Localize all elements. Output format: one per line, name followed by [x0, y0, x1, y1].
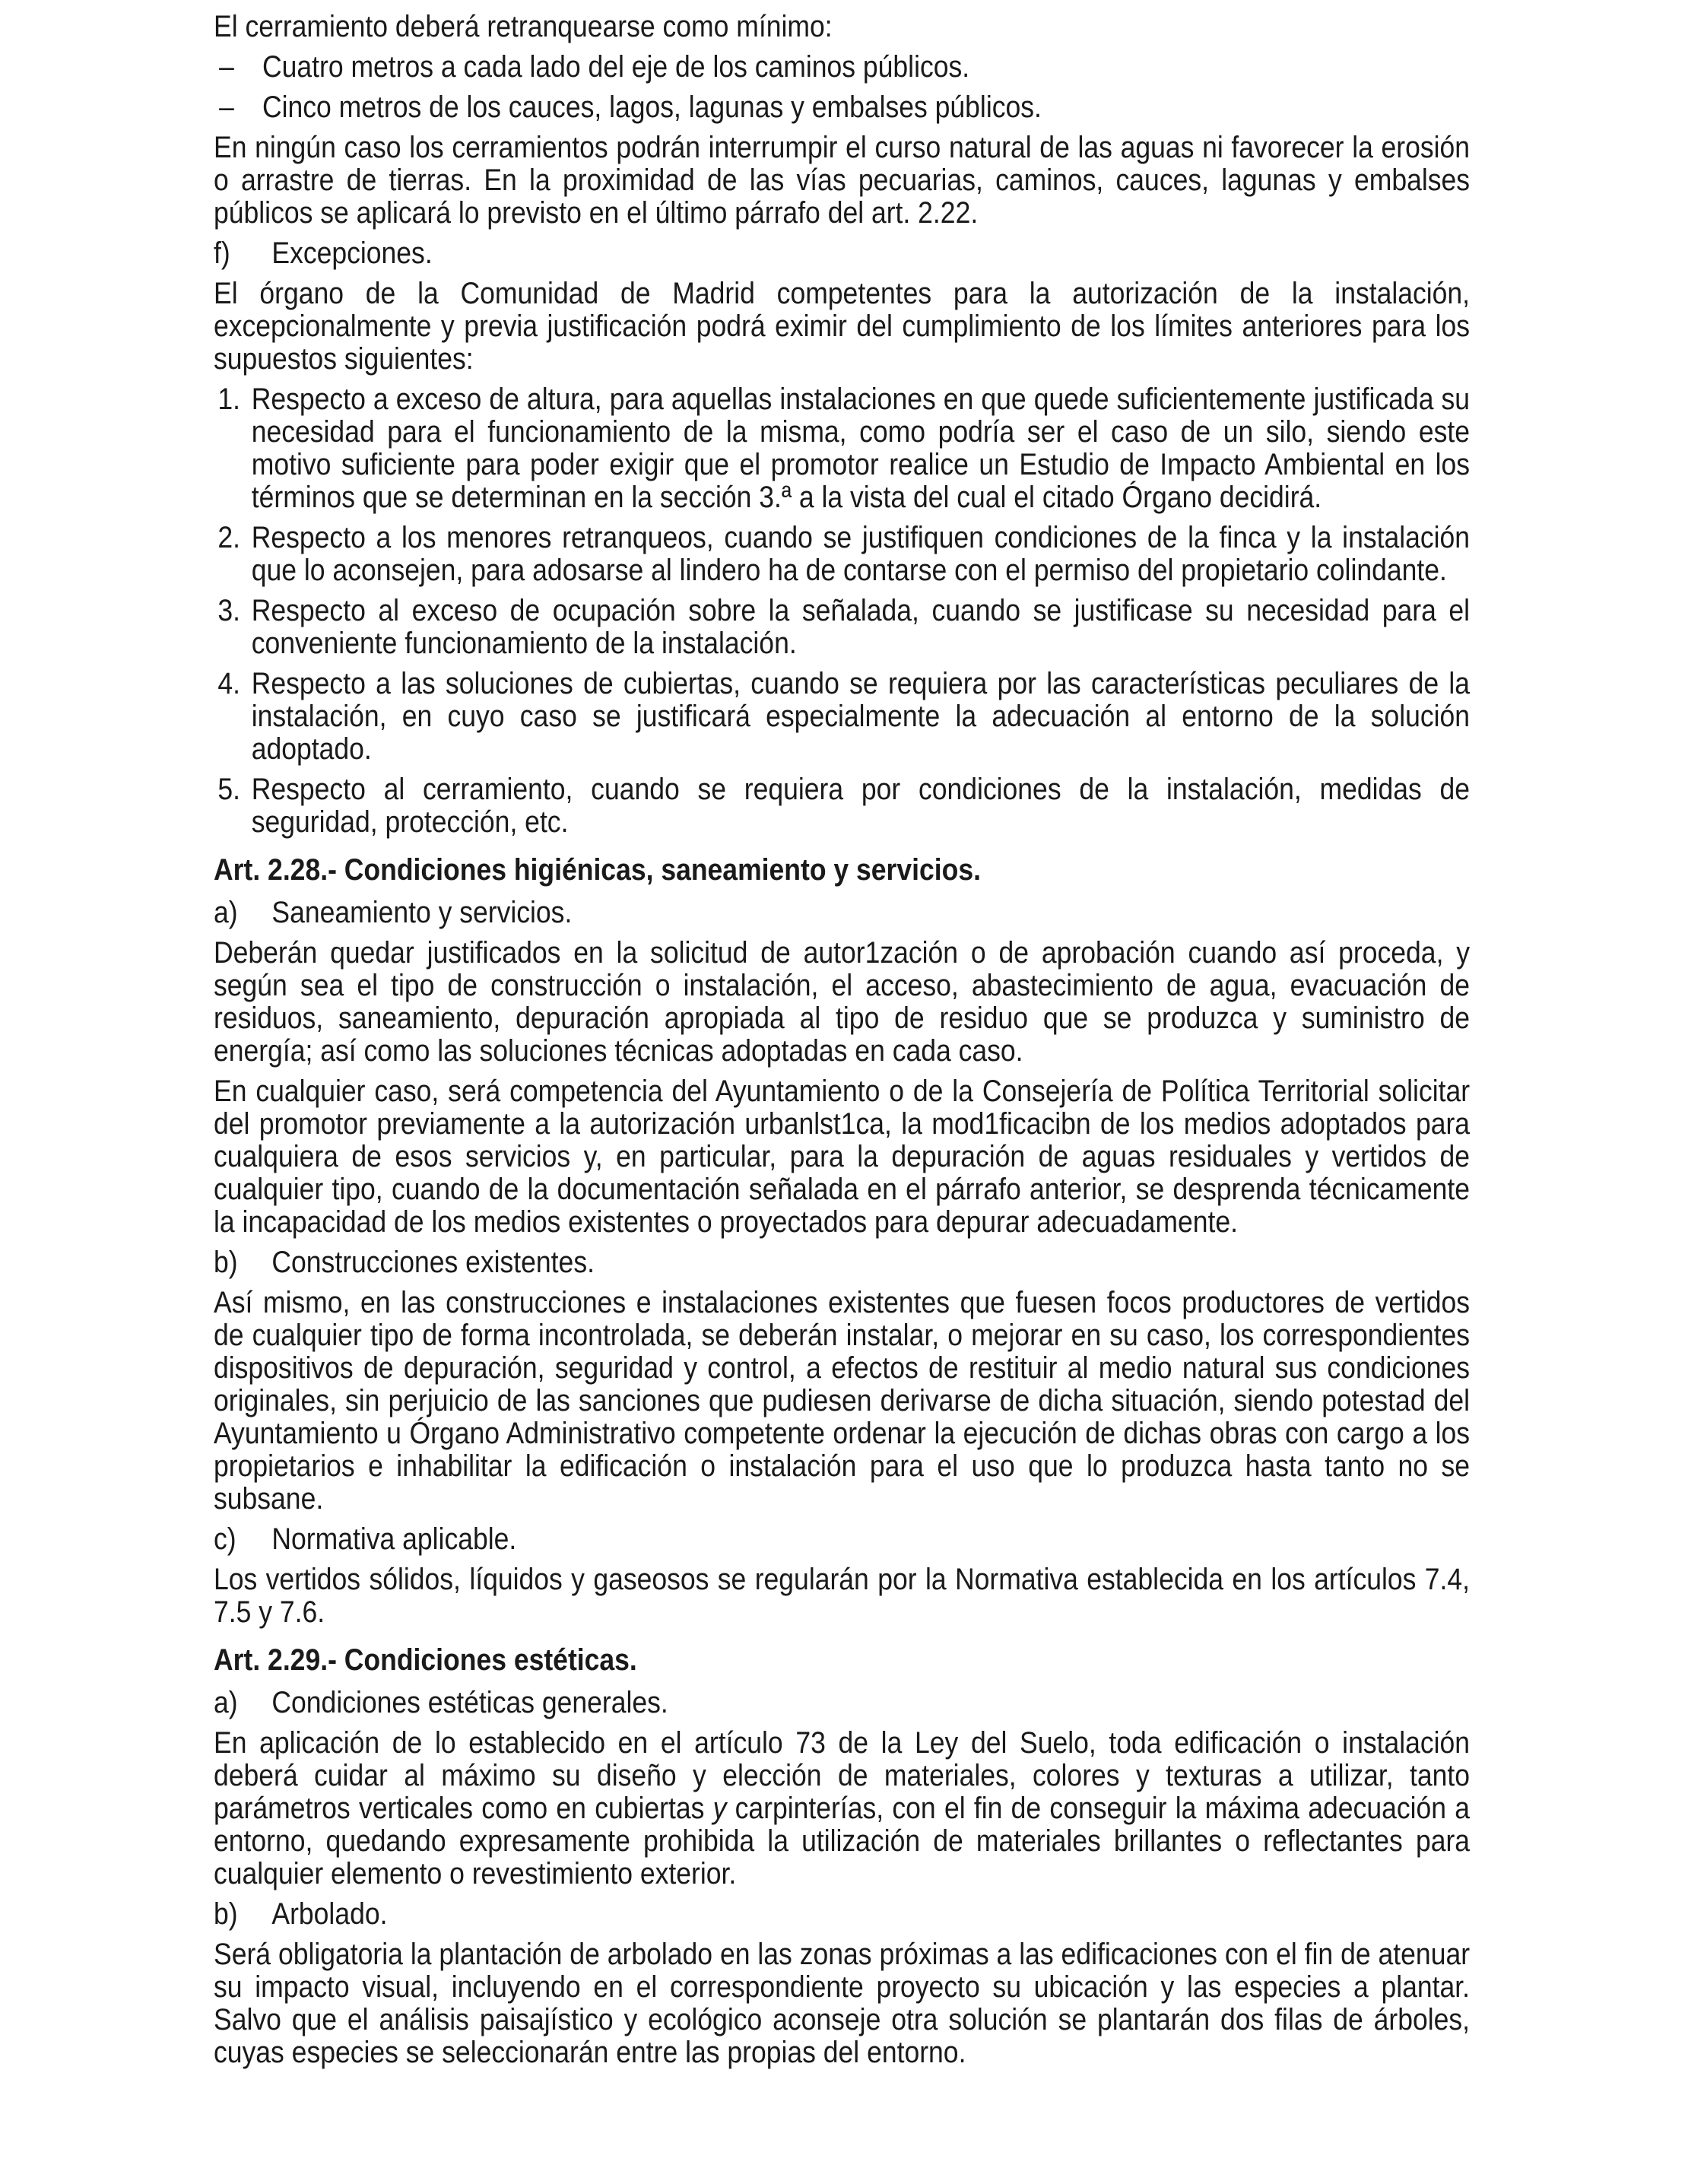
- item-label: Construcciones existentes.: [271, 1246, 595, 1279]
- paragraph-vertidos: Los vertidos sólidos, líquidos y gaseosos se regularán por la Normativa establecida en los artículos 7.4, 7.5 y 7.6.: [214, 1563, 1471, 1629]
- letter-item-c-normativa: [214, 1523, 1470, 1556]
- paragraph-aplicacion: [214, 1727, 1470, 1890]
- item-label: Excepciones.: [271, 236, 433, 270]
- item-text: Respecto a las soluciones de cubiertas, cuando se requiera por las características peculiares de la instalación, en cuyo caso se justificará especialmente la adecuación al entorno de la solución adoptado.: [251, 667, 1471, 766]
- item-letter: f): [214, 236, 230, 270]
- list-item-dash-2: [214, 91, 1470, 124]
- item-number: 5.: [217, 773, 240, 806]
- item-letter: b): [214, 1897, 238, 1931]
- item-letter: b): [214, 1246, 238, 1279]
- section-heading-art-2-29: Art. 2.29.- Condiciones estéticas.: [214, 1643, 637, 1677]
- numbered-item-2: [214, 522, 1470, 587]
- item-letter: a): [214, 1686, 238, 1719]
- paragraph-asimismo: Así mismo, en las construcciones e instalaciones existentes que fuesen focos productores de vertidos de cualquier tipo de forma incontrolada, se deberán instalar, o mejorar en su caso, los correspondientes dispositivos de depuración, seguridad y control, a efectos de restituir al medio natural sus condiciones originales, sin perjuicio de las sanciones que pudiesen derivarse de dicha situación, siendo potestad del Ayuntamiento u Órgano Administrativo competente ordenar la ejecución de dichas obras con cargo a los propietarios e inhabilitar la edificación o instalación para el uso que lo produzca hasta tanto no se subsane.: [214, 1286, 1471, 1516]
- numbered-item-1: [214, 383, 1470, 514]
- dash-bullet: –: [219, 90, 234, 124]
- list-item-text: Cuatro metros a cada lado del eje de los caminos públicos.: [262, 50, 970, 84]
- paragraph-arbolado: Será obligatoria la plantación de arbolado en las zonas próximas a las edificaciones con el fin de atenuar su impacto visual, incluyendo en el correspondiente proyecto su ubicación y las especies a plantar. Salvo que el análisis paisajístico y ecológico aconseje otra solución se plantarán dos filas de árboles, cuyas especies se seleccionarán entre las propias del entorno.: [214, 1938, 1471, 2069]
- numbered-item-5: [214, 773, 1470, 839]
- paragraph-deberan: Deberán quedar justificados en la solicitud de autor1zación o de aprobación cuando así proceda, y según sea el tipo de construcción o instalación, el acceso, abastecimiento de agua, evacuación de residuos, saneamiento, depuración apropiada al tipo de residuo que se produzca y suministro de energía; así como las soluciones técnicas adoptadas en cada caso.: [214, 936, 1471, 1068]
- paragraph-encualquier: En cualquier caso, será competencia del Ayuntamiento o de la Consejería de Política Territorial solicitar del promotor previamente a la autorización urbanlst1ca, la mod1ficacibn de los medios adoptados para cualquiera de esos servicios y, en particular, para la depuración de aguas residuales y vertidos de cualquier tipo, cuando de la documentación señalada en el párrafo anterior, se desprenda técnicamente la incapacidad de los medios existentes o proyectados para depurar adecuadamente.: [214, 1075, 1471, 1239]
- letter-item-a-esteticas: [214, 1687, 1470, 1719]
- item-text: Respecto al cerramiento, cuando se requiera por condiciones de la instalación, medidas de seguridad, protección, etc.: [251, 773, 1471, 839]
- item-text: Respecto a los menores retranqueos, cuando se justifiquen condiciones de la finca y la instalación que lo aconsejen, para adosarse al lindero ha de contarse con el permiso del propietario colindante.: [251, 521, 1471, 587]
- intro-paragraph: El cerramiento deberá retranquearse como mínimo:: [214, 10, 833, 43]
- letter-item-a-saneamiento: [214, 897, 1470, 929]
- text-column: [214, 11, 1470, 2069]
- letter-item-b-arbolado: [214, 1898, 1470, 1931]
- item-label: Arbolado.: [271, 1897, 388, 1931]
- item-letter: a): [214, 896, 238, 929]
- item-label: Normativa aplicable.: [271, 1522, 517, 1556]
- item-number: 4.: [217, 667, 240, 700]
- numbered-item-4: [214, 668, 1470, 766]
- item-label: Saneamiento y servicios.: [271, 896, 573, 929]
- numbered-item-3: [214, 595, 1470, 660]
- paragraph-segment: carpinterías, con el fin de conseguir la máxima adecuación a entorno, quedando expresamente prohibida la utilización de materiales brillantes o reflectantes para cualquier elemento o revestimiento exterior.: [214, 1792, 1471, 1890]
- item-number: 3.: [217, 594, 240, 627]
- item-text: Respecto a exceso de altura, para aquellas instalaciones en que quede suficientemente justificada su necesidad para el funcionamiento de la misma, como podría ser el caso de un silo, siendo este motivo suficiente para poder exigir que el promotor realice un Estudio de Impacto Ambiental en los términos que se determinan en la sección 3.ª a la vista del cual el citado Órgano decidirá.: [251, 383, 1471, 514]
- dash-bullet: –: [219, 50, 234, 84]
- item-number: 2.: [217, 521, 240, 554]
- item-label: Condiciones estéticas generales.: [271, 1686, 668, 1719]
- letter-item-f: [214, 237, 1470, 270]
- letter-item-b-construcciones: [214, 1246, 1470, 1279]
- paragraph-segment: En aplicación de lo establecido en el artículo 73 de la Ley del Suelo, toda edificación o instalación deberá cuidar al máximo su diseño y elección de materiales, colores y texturas a utilizar, tanto parámetros verticales como en cubiertas: [214, 1726, 1471, 1825]
- item-letter: c): [214, 1522, 236, 1556]
- italic-word: y: [712, 1792, 727, 1825]
- item-number: 1.: [217, 383, 240, 416]
- list-item-dash-1: [214, 51, 1470, 84]
- section-heading-art-2-28: Art. 2.28.- Condiciones higiénicas, saneamiento y servicios.: [214, 853, 981, 887]
- item-text: Respecto al exceso de ocupación sobre la señalada, cuando se justificase su necesidad para el conveniente funcionamiento de la instalación.: [251, 594, 1471, 660]
- list-item-text: Cinco metros de los cauces, lagos, lagunas y embalses públicos.: [262, 90, 1042, 124]
- paragraph-cerramientos: En ningún caso los cerramientos podrán interrumpir el curso natural de las aguas ni favorecer la erosión o arrastre de tierras. En la proximidad de las vías pecuarias, caminos, cauces, lagunas y embalses públicos se aplicará lo previsto en el último párrafo del art. 2.22.: [214, 131, 1471, 230]
- paragraph-organo: El órgano de la Comunidad de Madrid competentes para la autorización de la instalación, excepcionalmente y previa justificación podrá eximir del cumplimiento de los límites anteriores para los supuestos siguientes:: [214, 277, 1471, 376]
